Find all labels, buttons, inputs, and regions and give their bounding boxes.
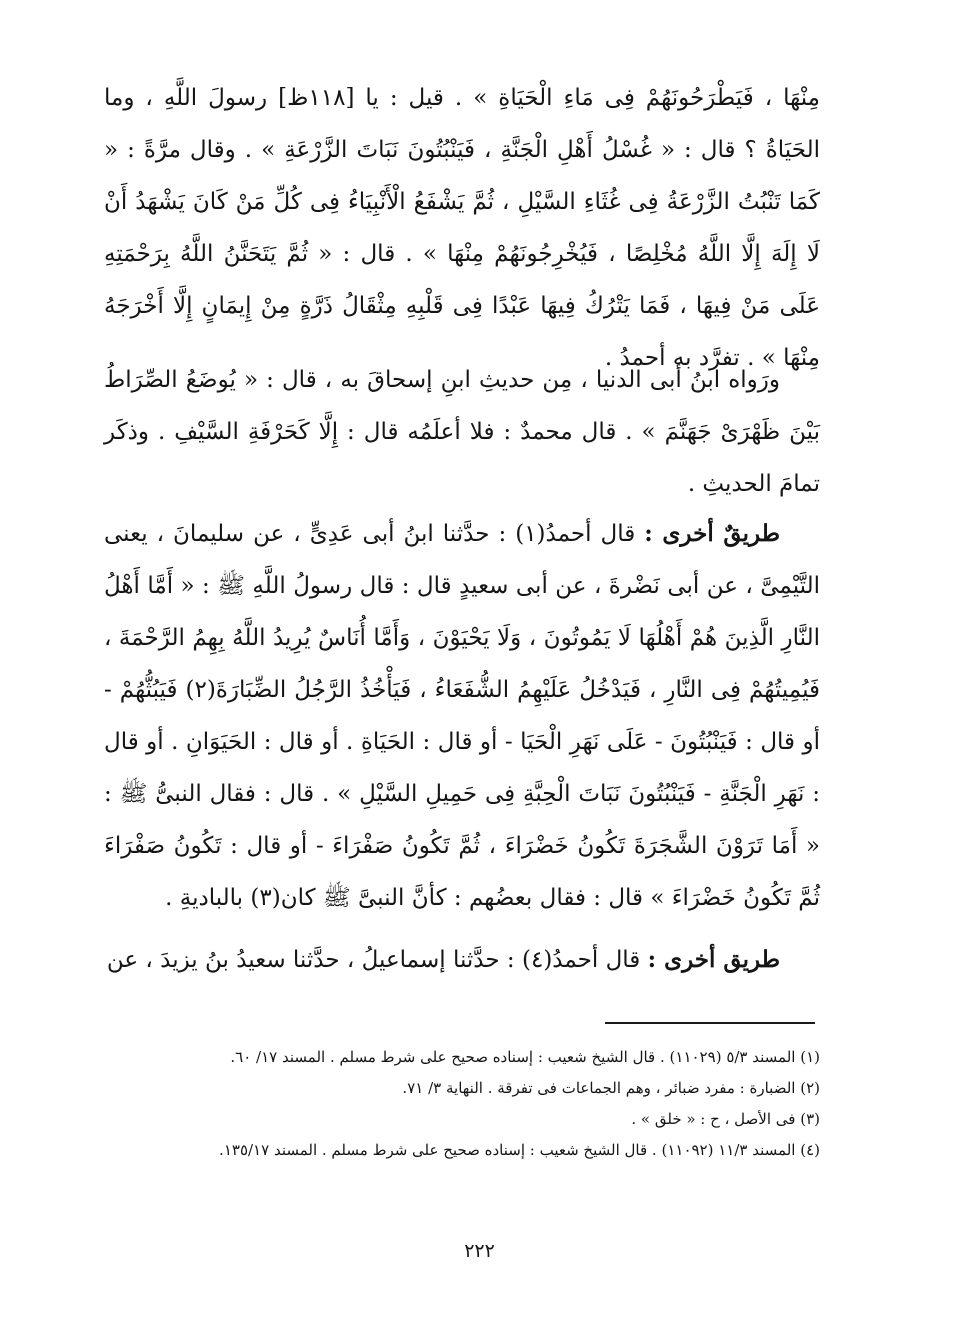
body-paragraph-1 (104, 72, 820, 384)
section-heading: طريق أخرى : (647, 946, 780, 973)
footnote-2: (٢) الضبارة : مفرد ضبائر ، وهم الجماعات فى تفرقة . النهاية ٣/ ٧١. (402, 1079, 820, 1097)
footnotes (100, 1042, 820, 1166)
paragraph-text: قال أحمدُ(١) : حدَّثنا ابنُ أبى عَدِىٍّ ، عن سليمانَ ، يعنى التَّيْمِىَّ ، عن أبى نَضْرةَ ، عن أبى سعيدٍ قال : قال رسولُ اللَّهِ ﷺ : « أَمَّا أَهْلُ النَّارِ الَّذِينَ هُمْ أَهْلُهَا لَا يَمُوتُونَ ، وَلَا يَحْيَوْنَ ، وَأَمَّا أُنَاسٌ يُرِيدُ اللَّهُ بِهِمُ الرَّحْمَةَ ، فَيُمِيتُهُمْ فِى النَّارِ ، فَيَدْخُلُ عَلَيْهِمُ الشُّفَعَاءُ ، فَيَأْخُذُ الرَّجُلُ الضِّبَارَةَ(٢) فَيَبُثُّهُمْ - أو قال : فَيَنْبُتُونَ - عَلَى نَهَرِ الْحَيَا - أو قال : الحَيَاةِ . أو قال : الحَيَوَانِ . أو قال : نَهَرِ الْجَنَّةِ - فَيَنْبُتُونَ نَبَاتَ الْحِبَّةِ فِى حَمِيلِ السَّيْلِ » . قال : فقال النبىُّ ﷺ : « أَمَا تَرَوْنَ الشَّجَرَةَ تَكُونُ خَضْرَاءَ ، ثُمَّ تَكُونُ صَفْرَاءَ - أو قال : تَكُونُ صَفْرَاءَ ثُمَّ تَكُونُ خَضْرَاءَ » قال : فقال بعضُهم : كأنَّ النبىَّ ﷺ كان(٣) بالباديةِ . (104, 521, 821, 911)
footnote-divider (605, 1022, 815, 1024)
footnote-3: (٣) فى الأصل ، ح : « خلق » . (631, 1110, 820, 1128)
body-paragraph-4 (104, 934, 820, 986)
paragraph-text: مِنْهَا ، فَيَطْرَحُونَهُمْ فِى مَاءِ الْحَيَاةِ » . قيل : يا [١١٨ظ] رسولَ اللَّهِ ، وما الحَيَاةُ ؟ قال : « غُسْلُ أَهْلِ الْجَنَّةِ ، فَيَنْبُتُونَ نَبَاتَ الزَّرْعَةِ » . وقال مرَّةً : « كَمَا تَنْبُتُ الزَّرْعَةُ فِى غُثَاءِ السَّيْلِ ، ثُمَّ يَشْفَعُ الْأَنْبِيَاءُ فِى كُلِّ مَنْ كَانَ يَشْهَدُ أَنْ لَا إِلَهَ إِلَّا اللَّهُ مُخْلِصًا ، فَيُخْرِجُونَهُمْ مِنْهَا » . قال : « ثُمَّ يَتَحَنَّنُ اللَّهُ بِرَحْمَتِهِ عَلَى مَنْ فِيهَا ، فَمَا يَتْرُكُ فِيهَا عَبْدًا فِى قَلْبِهِ مِثْقَالُ ذَرَّةٍ مِنْ إِيمَانٍ إِلَّا أَخْرَجَهُ مِنْهَا » . تفرَّد به أحمدُ . (104, 85, 820, 371)
paragraph-text: قال أحمدُ(٤) : حدَّثنا إسماعيلُ ، حدَّثنا سعيدُ بنُ يزيدَ ، عن (106, 947, 641, 973)
footnote-1: (١) المسند ٥/٣ (١١٠٢٩) . قال الشيخ شعيب : إسناده صحيح على شرط مسلم . المسند ١٧/ ٦٠. (230, 1048, 820, 1066)
footnote-4: (٤) المسند ١١/٣ (١١٠٩٢) . قال الشيخ شعيب : إسناده صحيح على شرط مسلم . المسند ١٣٥/١٧. (219, 1141, 820, 1159)
body-paragraph-2 (104, 354, 820, 510)
page-number: ٢٢٢ (464, 1240, 495, 1262)
body-paragraph-3 (104, 508, 820, 924)
paragraph-text: ورَواه ابنُ أبى الدنيا ، مِن حديثِ ابنِ إسحاقَ به ، قال : « يُوضَعُ الصِّرَاطُ بَيْنَ ظَهْرَىْ جَهَنَّمَ » . قال محمدٌ : فلا أعلَمُه قال : إِلَّا كَحَرْفَةِ السَّيْفِ . وذكَر تمامَ الحديثِ . (104, 367, 820, 497)
section-heading: طريقٌ أخرى : (644, 520, 781, 547)
